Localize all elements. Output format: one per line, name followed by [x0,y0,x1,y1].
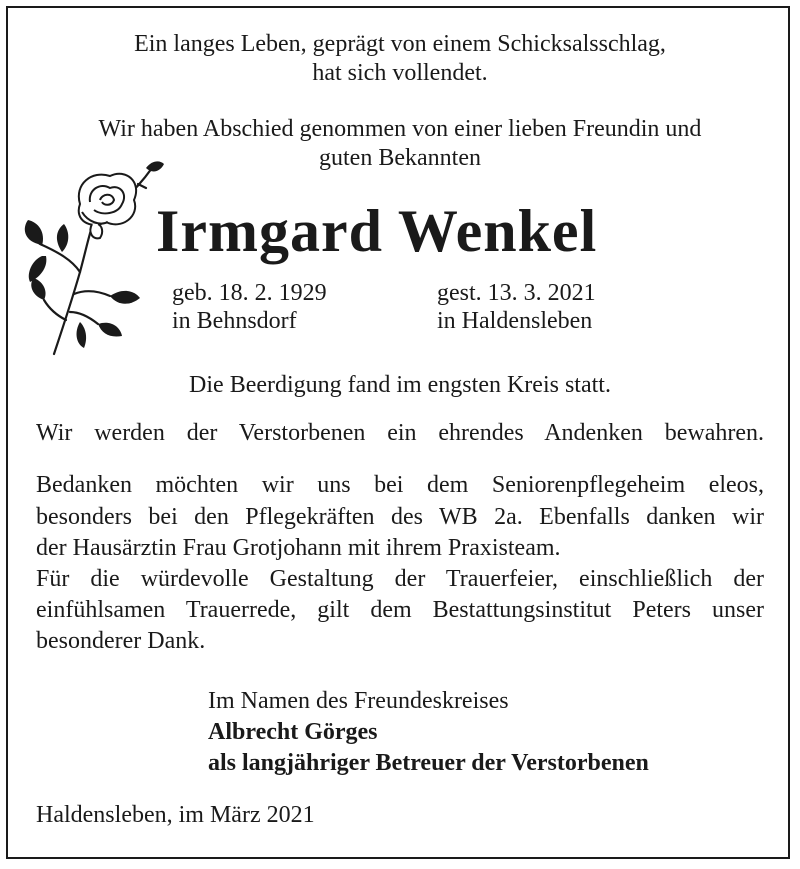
death-date: gest. 13. 3. 2021 [437,280,596,306]
intro-line-1: Ein langes Leben, geprägt von einem Schicksalsschlag, [134,31,666,57]
deceased-name: Irmgard Wenkel [156,198,598,264]
signer-name: Albrecht Görges [208,719,378,745]
funeral-note: Die Beerdigung fand im engsten Kreis statt. [189,372,611,398]
birth-place: in Behnsdorf [172,308,297,334]
intro-line-2: hat sich vollendet. [312,60,488,86]
thanks-line-3: der Hausärztin Frau Grotjohann mit ihrem Praxisteam. [36,535,561,561]
thanks-line-4: Für die würdevolle Gestaltung der Trauerfeier, einschließlich der [36,566,764,592]
rose-icon [18,160,168,356]
place-date: Haldensleben, im März 2021 [36,802,315,828]
thanks-line-5: einfühlsamen Trauerrede, gilt dem Bestattungsinstitut Peters unser [36,597,764,623]
remembrance-line: Wir werden der Verstorbenen ein ehrendes Andenken bewahren. [36,420,764,446]
intro-line-4: guten Bekannten [319,145,481,171]
intro-line-3: Wir haben Abschied genommen von einer lieben Freundin und [98,116,702,142]
death-place: in Haldensleben [437,308,593,334]
on-behalf-line: Im Namen des Freundeskreises [208,688,509,714]
signer-role: als langjähriger Betreuer der Verstorbenen [208,750,649,776]
thanks-line-2: besonders bei den Pflegekräften des WB 2a. Ebenfalls danken wir [36,504,764,530]
thanks-line-1: Bedanken möchten wir uns bei dem Seniorenpflegeheim eleos, [36,472,764,498]
birth-date: geb. 18. 2. 1929 [172,280,327,306]
thanks-line-6: besonderer Dank. [36,628,206,654]
